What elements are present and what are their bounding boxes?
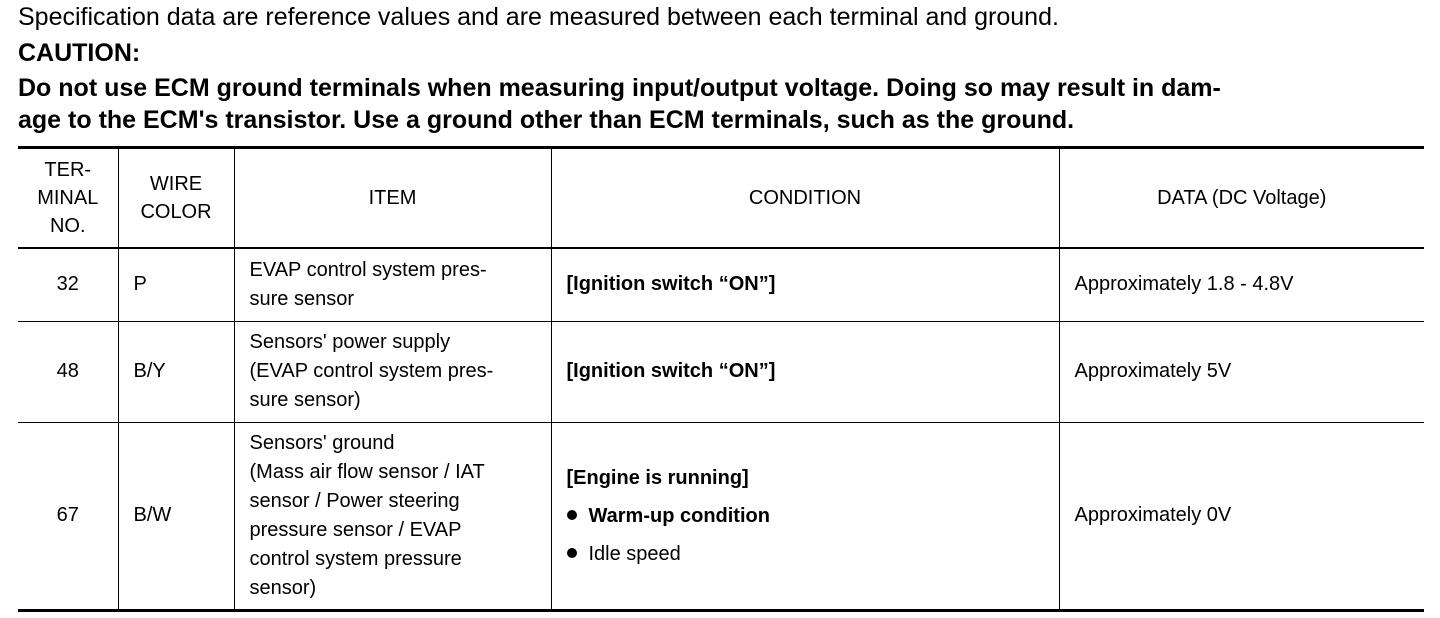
header-data: DATA (DC Voltage): [1059, 148, 1424, 249]
condition-cell: [Ignition switch “ON”]: [551, 321, 1059, 422]
terminal-cell: 48: [18, 321, 118, 422]
item-line: (EVAP control system pres-: [249, 360, 494, 382]
bullet-icon: [567, 548, 577, 558]
header-line: NO.: [49, 215, 86, 237]
wire-color-cell: P: [118, 248, 234, 321]
item-line: sensor): [249, 576, 317, 599]
item-line: Sensors' ground: [249, 431, 395, 454]
condition-cell: [551, 422, 1059, 610]
item-line: pressure sensor / EVAP: [249, 518, 462, 541]
table-row: [18, 248, 1424, 321]
data-cell: Approximately 0V: [1059, 422, 1424, 610]
item-line: EVAP control system pres-: [249, 258, 487, 281]
caution-line: Do not use ECM ground terminals when measuring input/output voltage. Doing so may result in dam-: [18, 74, 1221, 102]
item-line: Sensors' power supply: [249, 331, 451, 353]
item-line: control system pressure: [249, 547, 462, 570]
condition-bullet-text: Warm-up condition: [588, 504, 770, 527]
caution-line: age to the ECM's transistor. Use a ground other than ECM terminals, such as the ground.: [18, 106, 1075, 134]
table-header-row: [18, 148, 1424, 249]
header-condition: CONDITION: [551, 148, 1059, 249]
header-wire-color: [118, 148, 234, 249]
condition-bullet: [567, 497, 1059, 535]
item-cell: [234, 321, 551, 422]
header-line: COLOR: [140, 201, 212, 223]
caution-title: CAUTION:: [18, 39, 141, 67]
data-cell: Approximately 5V: [1059, 321, 1424, 422]
terminal-cell: 32: [18, 248, 118, 321]
condition-bullet-text: Idle speed: [588, 542, 681, 565]
terminal-spec-table: [18, 146, 1424, 612]
header-item: ITEM: [234, 148, 551, 249]
bullet-icon: [567, 510, 577, 520]
header-terminal-no: [18, 148, 118, 249]
item-line: sure sensor): [249, 389, 361, 411]
condition-title: [Engine is running]: [566, 466, 749, 489]
wire-color-cell: B/Y: [118, 321, 234, 422]
item-line: (Mass air flow sensor / IAT: [249, 460, 485, 483]
item-line: sure sensor: [249, 287, 354, 310]
item-cell: [234, 422, 551, 610]
condition-bullet: [567, 535, 1059, 573]
wire-color-cell: B/W: [118, 422, 234, 610]
header-line: TER-: [44, 159, 92, 181]
caution-body: [18, 72, 1430, 136]
header-line: WIRE: [149, 173, 203, 195]
item-cell: [234, 248, 551, 321]
table-row: [18, 422, 1424, 610]
data-cell: Approximately 1.8 - 4.8V: [1059, 248, 1424, 321]
item-line: sensor / Power steering: [249, 489, 460, 512]
terminal-cell: 67: [18, 422, 118, 610]
header-line: MINAL: [37, 187, 99, 209]
intro-text: Specification data are reference values and are measured between each terminal and ground.: [18, 3, 1059, 31]
table-row: [18, 321, 1424, 422]
condition-cell: [Ignition switch “ON”]: [551, 248, 1059, 321]
